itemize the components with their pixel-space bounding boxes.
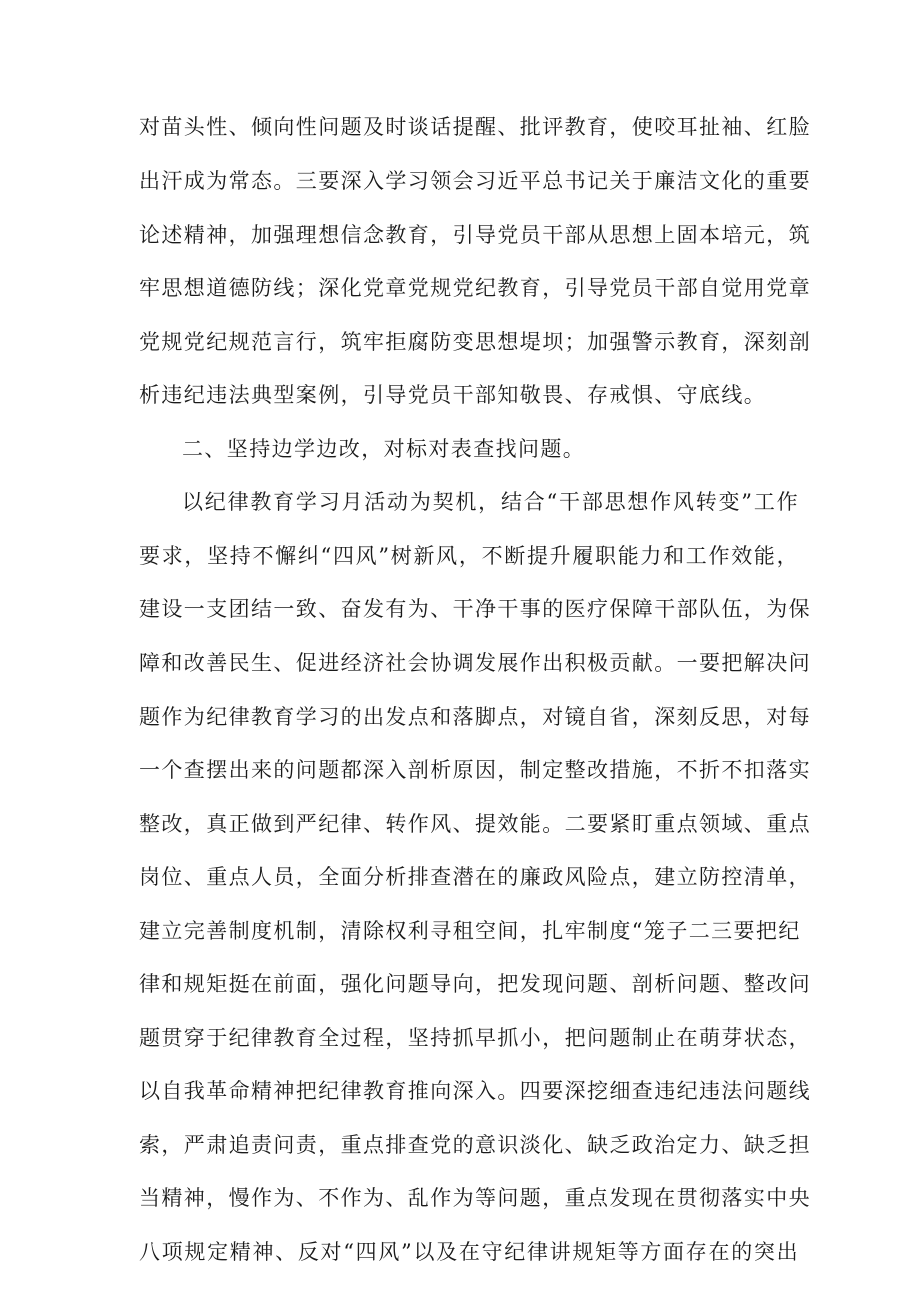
text-line: 岗位、重点人员，全面分析排查潜在的廉政风险点，建立防控清单， xyxy=(139,865,811,889)
text-line: 一个查摆出来的问题都深入剖析原因，制定整改措施，不折不扣落实 xyxy=(139,758,811,782)
text-line: 题贯穿于纪律教育全过程，坚持抓早抓小，把问题制止在萌芽状态， xyxy=(139,1026,811,1050)
text-line: 建立完善制度机制，清除权利寻租空间，扎牢制度“笼子二三要把纪 xyxy=(139,919,801,943)
text-line: 对苗头性、倾向性问题及时谈话提醒、批评教育，使咬耳扯袖、红脸 xyxy=(139,115,811,139)
text-line: 以自我革命精神把纪律教育推向深入。四要深挖细查违纪违法问题线 xyxy=(139,1079,811,1103)
text-line: 建设一支团结一致、奋发有为、干净干事的医疗保障干部队伍，为保 xyxy=(139,597,811,621)
text-line: 出汗成为常态。三要深入学习领会习近平总书记关于廉洁文化的重要 xyxy=(139,169,811,193)
section-heading: 二、坚持边学边改，对标对表查找问题。 xyxy=(182,437,586,461)
text-line: 要求，坚持不懈纠“四风”树新风，不断提升履职能力和工作效能， xyxy=(139,544,799,568)
text-line: 析违纪违法典型案例，引导党员干部知敬畏、存戒惧、守底线。 xyxy=(139,383,767,407)
text-line: 八项规定精神、反对“四风”以及在守纪律讲规矩等方面存在的突出 xyxy=(139,1240,799,1264)
text-line: 以纪律教育学习月活动为契机，结合“干部思想作风转变”工作 xyxy=(182,490,799,514)
text-line: 牢思想道德防线；深化党章党规党纪教育，引导党员干部自觉用党章 xyxy=(139,276,811,300)
text-line: 索，严肃追责问责，重点排查党的意识淡化、缺乏政治定力、缺乏担 xyxy=(139,1133,811,1157)
text-line: 论述精神，加强理想信念教育，引导党员干部从思想上固本培元，筑 xyxy=(139,223,811,247)
text-line: 障和改善民生、促进经济社会协调发展作出积极贡献。一要把解决问 xyxy=(139,651,811,675)
text-line: 当精神，慢作为、不作为、乱作为等问题，重点发现在贯彻落实中央 xyxy=(139,1186,811,1210)
text-line: 整改，真正做到严纪律、转作风、提效能。二要紧盯重点领域、重点 xyxy=(139,812,811,836)
text-line: 题作为纪律教育学习的出发点和落脚点，对镜自省，深刻反思，对每 xyxy=(139,705,811,729)
text-line: 律和规矩挺在前面，强化问题导向，把发现问题、剖析问题、整改问 xyxy=(139,972,811,996)
text-line: 党规党纪规范言行，筑牢拒腐防变思想堤坝；加强警示教育，深刻剖 xyxy=(139,330,811,354)
